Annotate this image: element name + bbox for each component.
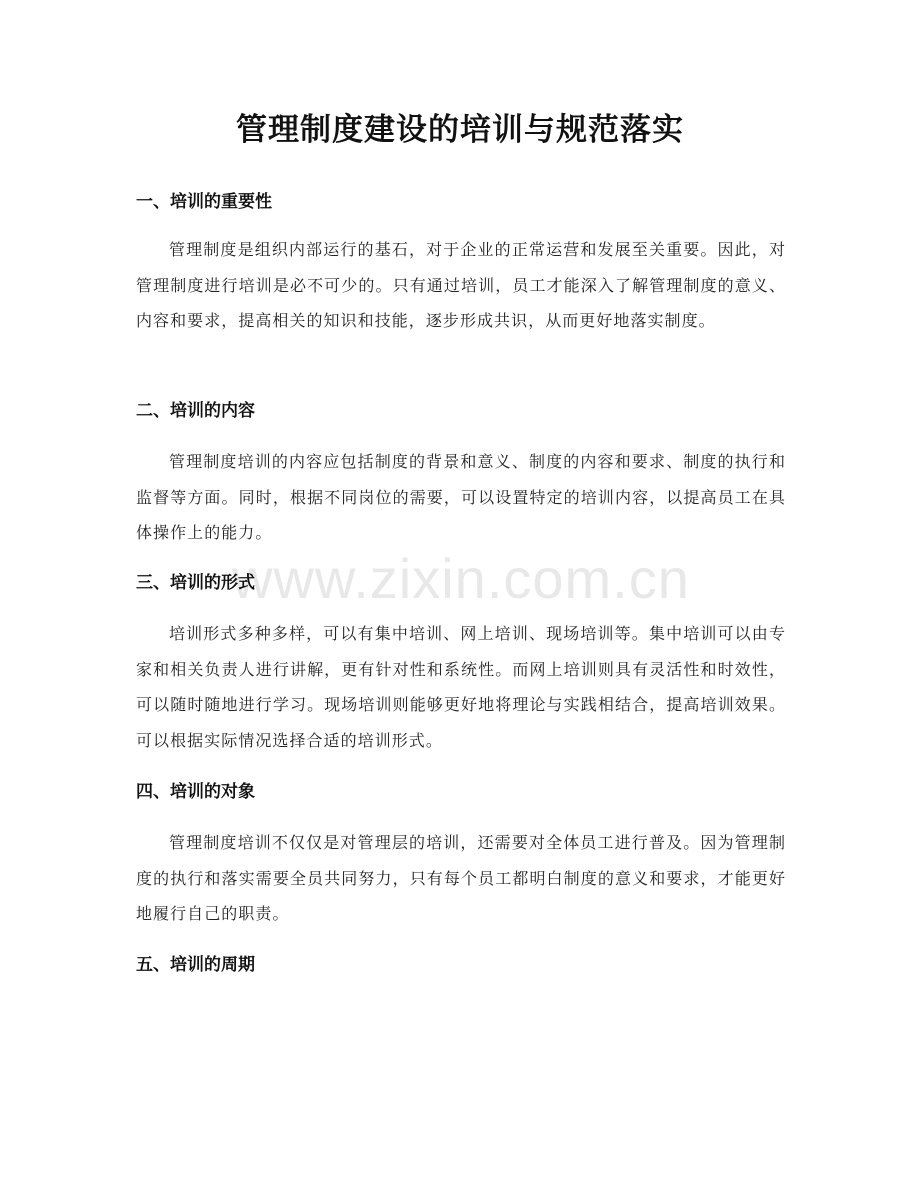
section-body-format: 培训形式多种多样，可以有集中培训、网上培训、现场培训等。集中培训可以由专家和相关负责人进行讲解，更有针对性和系统性。而网上培训则具有灵活性和时效性，可以随时随地进行学习。现场培训则能够更好地将理论与实践相结合，提高培训效果。可以根据实际情况选择合适的培训形式。 — [136, 624, 786, 750]
section-body-importance: 管理制度是组织内部运行的基石，对于企业的正常运营和发展至关重要。因此，对管理制度进行培训是必不可少的。只有通过培训，员工才能深入了解管理制度的意义、内容和要求，提高相关的知识和技能，逐步形成共识，从而更好地落实制度。 — [136, 240, 786, 330]
section-body-content: 管理制度培训的内容应包括制度的背景和意义、制度的内容和要求、制度的执行和监督等方面。同时，根据不同岗位的需要，可以设置特定的培训内容，以提高员工在具体操作上的能力。 — [136, 452, 786, 542]
section-body-audience: 管理制度培训不仅仅是对管理层的培训，还需要对全体员工进行普及。因为管理制度的执行和落实需要全员共同努力，只有每个员工都明白制度的意义和要求，才能更好地履行自己的职责。 — [136, 833, 786, 923]
document-title: 管理制度建设的培训与规范落实 — [236, 112, 684, 148]
section-heading-content: 二、培训的内容 — [136, 401, 255, 421]
watermark-text: www.zixin.com.cn — [232, 547, 690, 610]
section-heading-format: 三、培训的形式 — [136, 573, 255, 593]
section-heading-importance: 一、培训的重要性 — [136, 192, 272, 212]
section-heading-cycle: 五、培训的周期 — [136, 955, 255, 975]
section-heading-audience: 四、培训的对象 — [136, 782, 255, 802]
